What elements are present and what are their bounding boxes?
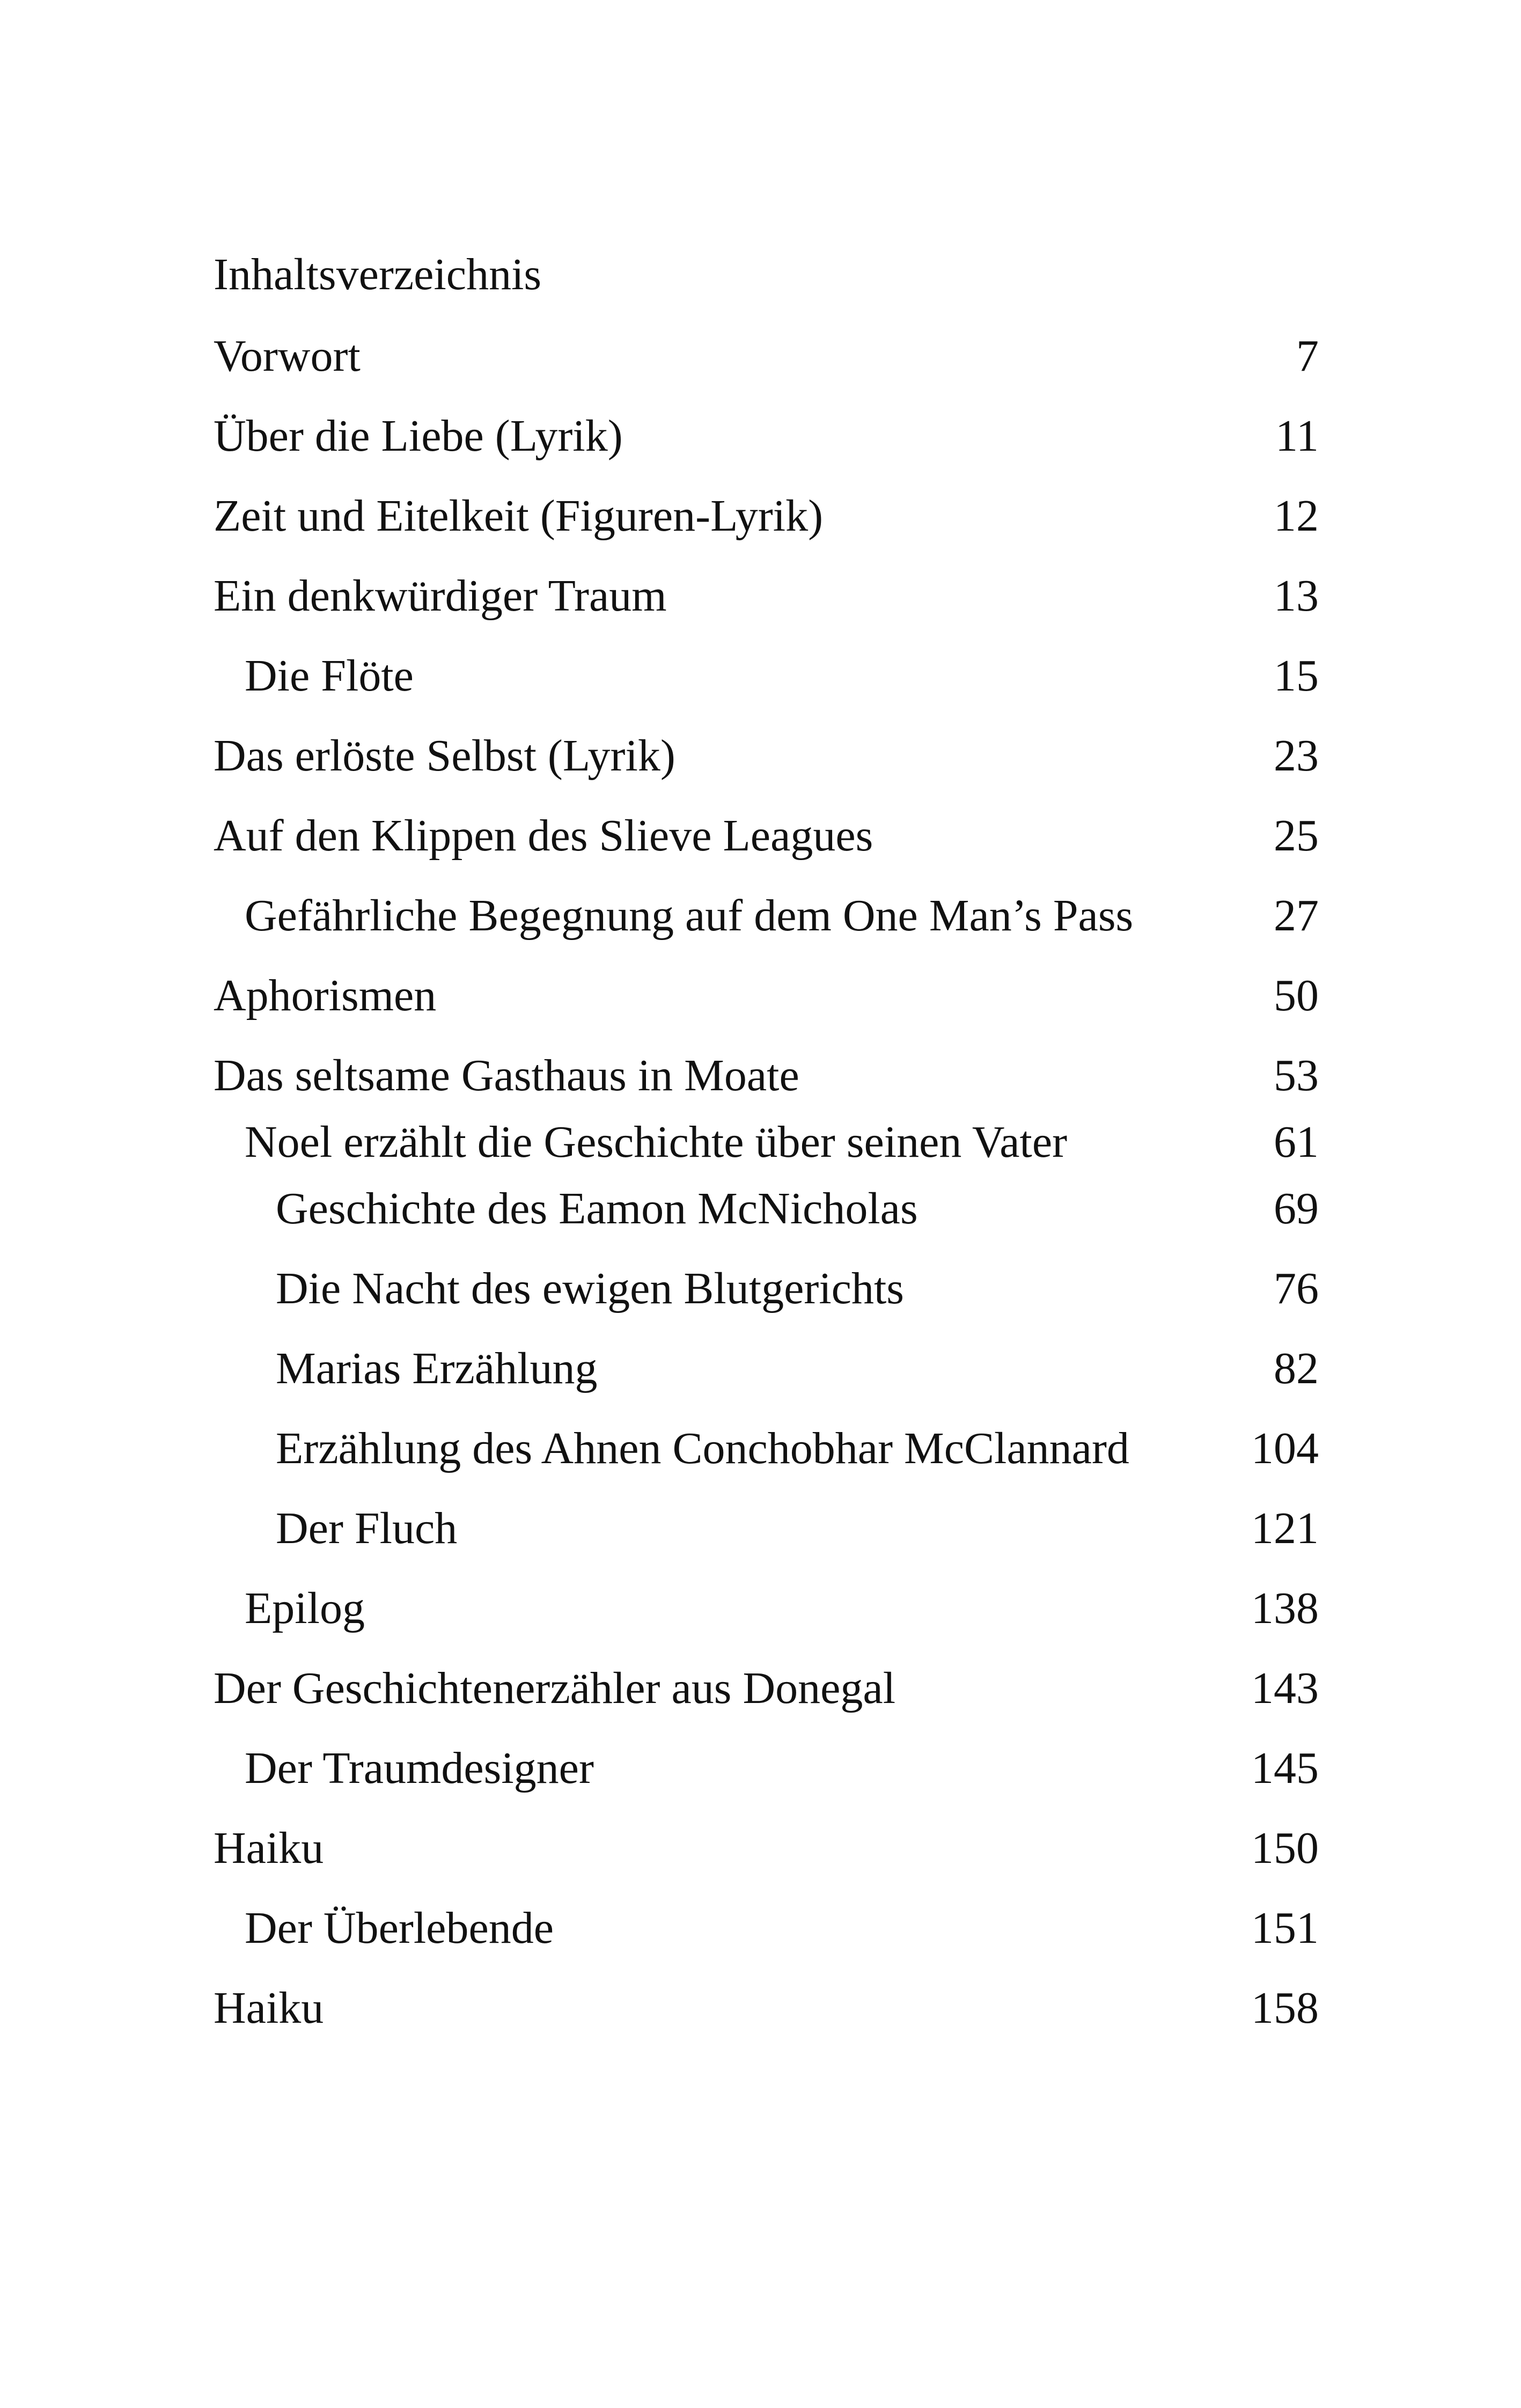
- toc-entry-page-number: 11: [1275, 411, 1319, 461]
- toc-entry: [214, 1980, 1319, 2036]
- toc-entry-label: Das erlöste Selbst (Lyrik): [214, 731, 675, 781]
- toc-entry-page-number: 150: [1251, 1823, 1319, 1873]
- toc-entry-label: Zeit und Eitelkeit (Figuren-Lyrik): [214, 491, 824, 541]
- toc-entry-page-number: 12: [1274, 491, 1319, 541]
- toc-entry-page-number: 7: [1296, 331, 1319, 381]
- toc-title: Inhaltsverzeichnis: [214, 249, 542, 299]
- toc-entry: [214, 1261, 1319, 1317]
- toc-entry: [214, 328, 1319, 384]
- toc-entry: [214, 888, 1319, 944]
- toc-entry: [214, 1114, 1319, 1170]
- toc-entry-page-number: 82: [1274, 1344, 1319, 1393]
- table-of-contents: [214, 247, 1319, 2060]
- toc-entry: [214, 408, 1319, 464]
- toc-entry-label: Über die Liebe (Lyrik): [214, 411, 623, 461]
- toc-entry-page-number: 25: [1274, 811, 1319, 861]
- toc-entry: [214, 1820, 1319, 1876]
- toc-entry-page-number: 15: [1274, 651, 1319, 701]
- toc-entry: [214, 1741, 1319, 1796]
- toc-entry-label: Die Flöte: [245, 651, 414, 701]
- toc-entry-page-number: 151: [1251, 1903, 1319, 1953]
- toc-entry-label: Gefährliche Begegnung auf dem One Man’s Pass: [245, 891, 1134, 941]
- toc-entry-label: Haiku: [214, 1983, 324, 2033]
- toc-entry-label: Erzählung des Ahnen Conchobhar McClannard: [276, 1423, 1129, 1473]
- toc-entry-label: Der Überlebende: [245, 1903, 554, 1953]
- toc-entry-page-number: 69: [1274, 1184, 1319, 1234]
- toc-entry-label: Geschichte des Eamon McNicholas: [276, 1184, 918, 1234]
- toc-entry-label: Marias Erzählung: [276, 1344, 598, 1393]
- toc-entry: [214, 808, 1319, 864]
- toc-entry: [214, 568, 1319, 624]
- toc-entry: [214, 648, 1319, 704]
- toc-entry-page-number: 50: [1274, 971, 1319, 1021]
- toc-entry: [214, 1900, 1319, 1956]
- toc-entry-label: Epilog: [245, 1583, 365, 1633]
- toc-entry: [214, 1421, 1319, 1477]
- toc-entry: [214, 1581, 1319, 1636]
- toc-entry-page-number: 27: [1274, 891, 1319, 941]
- toc-entry: [214, 1181, 1319, 1237]
- toc-entry-label: Ein denkwürdiger Traum: [214, 571, 667, 621]
- toc-entry-label: Vorwort: [214, 331, 361, 381]
- toc-entry-label: Der Traumdesigner: [245, 1743, 594, 1793]
- toc-entry: [214, 1048, 1319, 1104]
- toc-entry: [214, 1501, 1319, 1557]
- toc-entry-label: Der Fluch: [276, 1503, 458, 1553]
- toc-entry-label: Der Geschichtenerzähler aus Donegal: [214, 1663, 896, 1713]
- toc-entry-label: Das seltsame Gasthaus in Moate: [214, 1051, 799, 1100]
- toc-entry: [214, 968, 1319, 1024]
- toc-entry-page-number: 138: [1251, 1583, 1319, 1633]
- toc-entry: [214, 728, 1319, 784]
- toc-entry-page-number: 145: [1251, 1743, 1319, 1793]
- toc-entry-page-number: 13: [1274, 571, 1319, 621]
- toc-entry-label: Aphorismen: [214, 971, 437, 1021]
- toc-entry: [214, 1661, 1319, 1716]
- toc-entry: [214, 1341, 1319, 1397]
- toc-entry-page-number: 143: [1251, 1663, 1319, 1713]
- toc-entry-page-number: 53: [1274, 1051, 1319, 1100]
- toc-entry-label: Die Nacht des ewigen Blutgerichts: [276, 1264, 904, 1313]
- toc-list: [214, 328, 1319, 2036]
- toc-entry-label: Auf den Klippen des Slieve Leagues: [214, 811, 873, 861]
- toc-entry-label: Haiku: [214, 1823, 324, 1873]
- toc-entry-page-number: 121: [1251, 1503, 1319, 1553]
- toc-entry-label: Noel erzählt die Geschichte über seinen Vater: [245, 1117, 1068, 1167]
- toc-entry-page-number: 61: [1274, 1117, 1319, 1167]
- toc-entry-page-number: 158: [1251, 1983, 1319, 2033]
- toc-entry-page-number: 23: [1274, 731, 1319, 781]
- toc-entry-page-number: 104: [1251, 1423, 1319, 1473]
- toc-entry: [214, 488, 1319, 544]
- toc-entry-page-number: 76: [1274, 1264, 1319, 1313]
